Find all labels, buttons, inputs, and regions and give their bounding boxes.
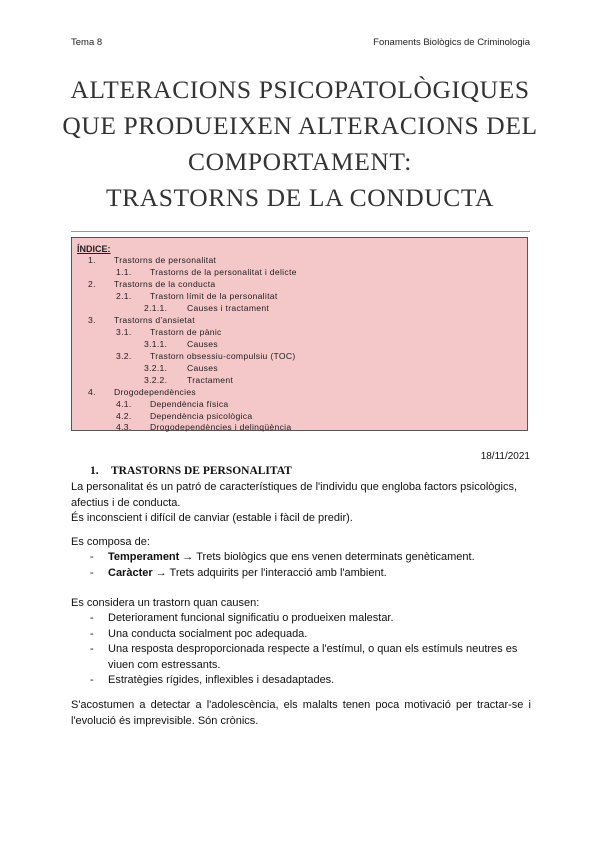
title-line-4: TRASTORNS DE LA CONDUCTA [105, 183, 495, 212]
list-dash: - [90, 643, 94, 655]
document-title [40, 72, 560, 216]
index-item-number: 4.2. [116, 411, 132, 421]
list-text: Estratègies rígides, inflexibles i desadaptades. [108, 674, 335, 686]
index-item-number: 1. [88, 255, 96, 265]
closing-paragraph: S'acostumen a detectar a l'adolescència, els malalts tenen poca motivació per tractar-se i l'evolució és imprevisible. Són crònics. [71, 699, 531, 727]
index-item-number: 1.1. [116, 267, 132, 277]
index-item-text: Trastorn de pànic [150, 327, 222, 337]
list-item [90, 611, 530, 627]
list-dash: - [90, 627, 94, 640]
index-box [71, 237, 528, 431]
index-item-text: Causes [187, 339, 218, 349]
index-item-number: 3.2.1. [144, 363, 168, 373]
list-text: Deteriorament funcional significatiu o produeixen malestar. [108, 612, 394, 624]
composition-intro: Es composa de: [71, 536, 150, 548]
index-item-text: Drogodependències [114, 387, 197, 397]
index-item-text: Drogodependències i delinqüència [150, 422, 292, 432]
list-item [90, 642, 530, 673]
index-item-text: Trastorns de la conducta [114, 279, 216, 289]
index-item-text: Trastorns de personalitat [114, 255, 217, 265]
index-item-text: Trastorn límit de la personalitat [150, 291, 278, 301]
list-text: Una conducta socialment poc adequada. [108, 627, 308, 640]
list-dash: - [90, 612, 94, 624]
title-line-2: QUE PRODUEIXEN ALTERACIONS DEL [62, 111, 538, 140]
index-item-number: 4.3. [116, 422, 132, 432]
list-item [90, 627, 530, 643]
index-item-number: 3.2.2. [144, 375, 168, 385]
index-item-number: 2.1.1. [144, 303, 168, 313]
list-item [90, 673, 530, 689]
index-item-text: Dependència física [150, 399, 229, 409]
index-item-number: 4.1. [116, 399, 132, 409]
list-item [90, 550, 530, 566]
list-text: → Trets biològics que ens venen determinats genèticament. [179, 551, 475, 563]
index-item-number: 3.1.1. [144, 339, 168, 349]
index-item-text: Causes i tractament [187, 303, 270, 313]
list-dash: - [90, 674, 94, 686]
index-item-text: Tractament [187, 375, 234, 385]
header-topic: Tema 8 [71, 37, 103, 48]
index-item-text: Trastorn obsessiu-compulsiu (TOC) [150, 351, 296, 361]
list-item [90, 566, 530, 582]
stability-text: És inconscient i difícil de canviar (estable i fàcil de predir). [71, 512, 353, 524]
index-title: ÍNDICE: [77, 244, 111, 254]
list-dash: - [90, 551, 94, 563]
index-item-text: Trastorns d'ansietat [114, 315, 195, 325]
index-item-number: 3.2. [116, 351, 132, 361]
list-term: Caràcter [108, 566, 153, 579]
index-item-number: 3. [88, 315, 96, 325]
list-text: Una resposta desproporcionada respecte a l'estímul, o quan els estímuls neutres es viuen com estressants. [108, 643, 518, 671]
index-item-text: Causes [187, 363, 218, 373]
disorder-intro: Es considera un trastorn quan causen: [71, 597, 260, 609]
index-item-text: Dependència psicològica [150, 411, 253, 421]
index-item-text: Trastorns de la personalitat i delicte [150, 267, 297, 277]
list-text: → Trets adquirits per l'interacció amb l'ambient. [152, 566, 387, 579]
lesson-date: 18/11/2021 [480, 451, 530, 462]
index-item-number: 2.1. [116, 291, 132, 301]
title-divider [71, 231, 530, 232]
section-number: 1. [90, 465, 99, 477]
definition-paragraph [71, 480, 531, 527]
section-heading [90, 465, 292, 477]
title-line-1: ALTERACIONS PSICOPATOLÒGIQUES [70, 75, 530, 104]
list-term: Temperament [108, 551, 180, 563]
title-line-3: COMPORTAMENT: [188, 147, 412, 176]
header-course: Fonaments Biològics de Criminologia [373, 37, 530, 48]
index-item-number: 2. [88, 279, 96, 289]
composition-list [90, 550, 530, 581]
definition-text: La personalitat és un patró de característiques de l'individu que engloba factors psicològics, afectius i de conducta. [71, 481, 518, 509]
section-title: TRASTORNS DE PERSONALITAT [111, 465, 292, 477]
list-dash: - [90, 566, 94, 579]
index-item-number: 4. [88, 387, 96, 397]
disorder-list [90, 611, 530, 689]
index-item-number: 3.1. [116, 327, 132, 337]
